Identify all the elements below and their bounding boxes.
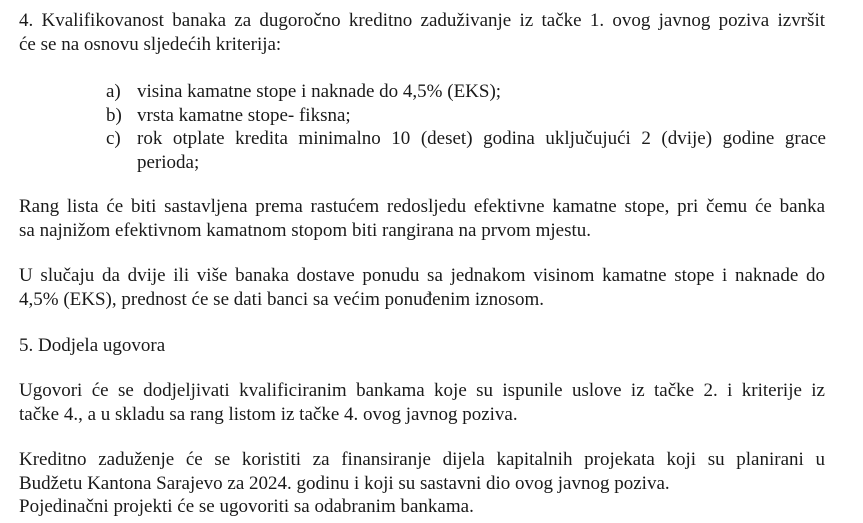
criteria-item-b xyxy=(106,104,826,128)
usage-line-1: Kreditno zaduženje će se koristiti za finansiranje dijela kapitalnih projekata koji su planirani u xyxy=(19,449,825,470)
criteria-item-c xyxy=(106,127,826,174)
award-paragraph xyxy=(19,379,825,426)
usage-line-3: Pojedinačni projekti će se ugovoriti sa odabranim bankama. xyxy=(19,496,474,517)
section-5-heading xyxy=(19,334,825,358)
criteria-item-a xyxy=(106,80,826,104)
ranking-paragraph xyxy=(19,195,825,242)
criteria-text-a: visina kamatne stope i naknade do 4,5% (EKS); xyxy=(137,81,502,102)
section-4-intro xyxy=(19,9,825,56)
criteria-marker-a: a) xyxy=(106,81,121,102)
ranking-line-2: sa najnižom efektivnom kamatnom stopom biti rangirana na prvom mjestu. xyxy=(19,219,591,241)
criteria-text-c-line-1: rok otplate kredita minimalno 10 (deset) godina uključujući 2 (dvije) godine grace xyxy=(137,128,826,149)
criteria-marker-b: b) xyxy=(106,104,122,126)
criteria-text-b: vrsta kamatne stope- fiksna; xyxy=(137,104,351,126)
ranking-line-1: Rang lista će biti sastavljena prema rastućem redosljedu efektivne kamatne stope, pri čemu će banka xyxy=(19,196,825,217)
criteria-list xyxy=(106,80,826,174)
usage-paragraph xyxy=(19,448,825,519)
criteria-text-c-line-2: perioda; xyxy=(137,151,200,173)
section-5-heading-text: 5. Dodjela ugovora xyxy=(19,335,166,356)
tie-rule-line-2: 4,5% (EKS), prednost će se dati banci sa većim ponuđenim iznosom. xyxy=(19,288,545,310)
award-line-1: Ugovori će se dodjeljivati kvalificiranim bankama koje su ispunile uslove iz tačke 2. i kriterije iz xyxy=(19,380,825,401)
tie-rule-line-1: U slučaju da dvije ili više banaka dostave ponudu sa jednakom visinom kamatne stope i naknade do xyxy=(19,265,825,286)
award-line-2: tačke 4., a u skladu sa rang listom iz tačke 4. ovog javnog poziva. xyxy=(19,403,518,425)
tie-rule-paragraph xyxy=(19,264,825,311)
usage-line-2: Budžetu Kantona Sarajevo za 2024. godinu i koji su sastavni dio ovog javnog poziva. xyxy=(19,472,670,494)
criteria-marker-c: c) xyxy=(106,128,121,149)
section-4-intro-line-1: 4. Kvalifikovanost banaka za dugoročno kreditno zaduživanje iz tačke 1. ovog javnog poziva izvršit xyxy=(19,10,825,31)
section-4-intro-line-2: će se na osnovu sljedećih kriterija: xyxy=(19,33,282,55)
